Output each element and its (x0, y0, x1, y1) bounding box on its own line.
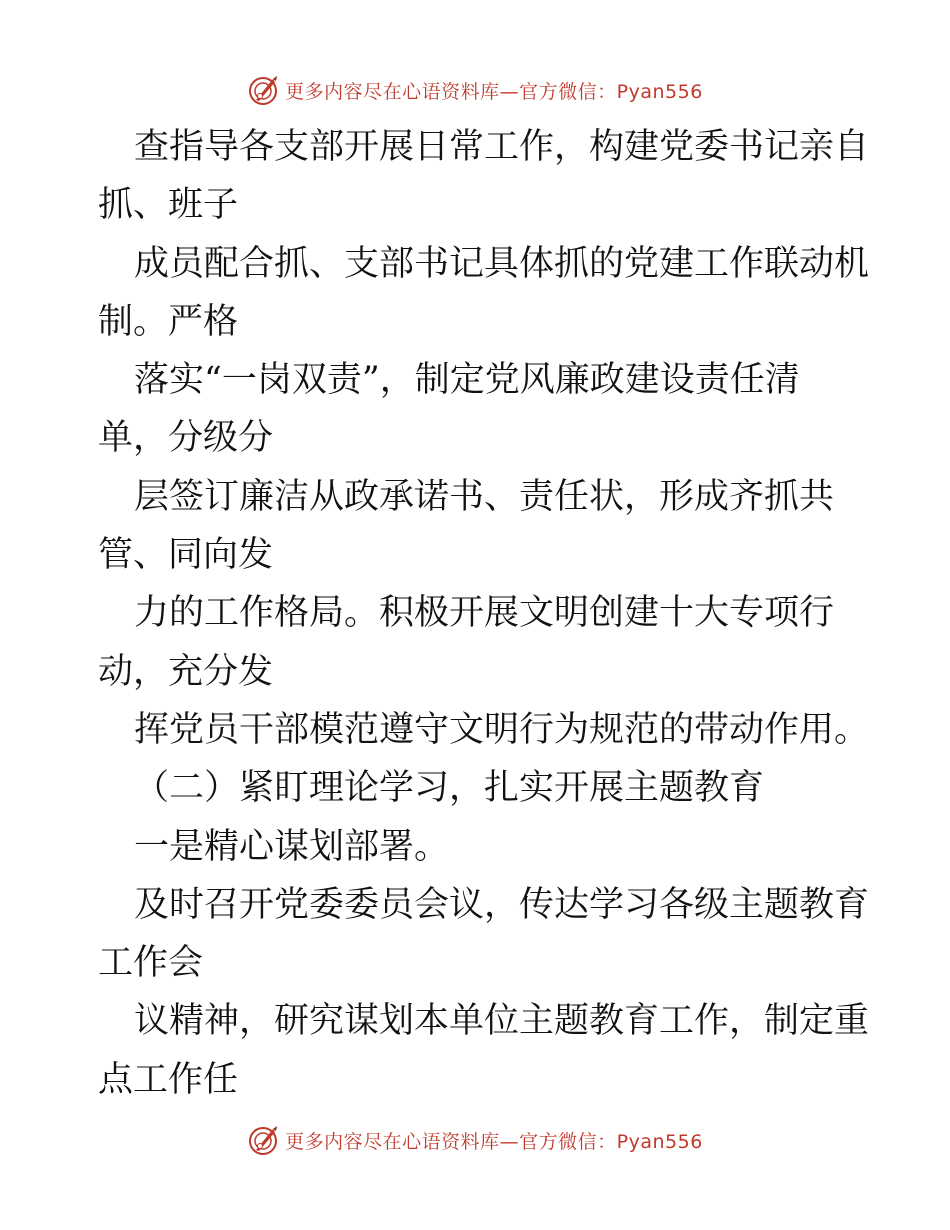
quill-pen-logo-icon (247, 1124, 279, 1156)
text-line: 成员配合抓、支部书记具体抓的党建工作联动机 (134, 243, 870, 284)
footer-banner-content (247, 1124, 703, 1156)
text-line: 层签订廉洁从政承诺书、责任状，形成齐抓共 (134, 476, 835, 517)
quill-pen-logo-icon (247, 74, 279, 106)
text-line: 挥党员干部模范遵守文明行为规范的带动作用。 (134, 709, 870, 750)
text-line: 抓、班子 (98, 185, 239, 226)
text-line: 议精神，研究谋划本单位主题教育工作，制定重 (134, 1001, 870, 1042)
text-line: 制。严格 (98, 301, 239, 342)
document-body (98, 118, 870, 1109)
text-line: 力的工作格局。积极开展文明创建十大专项行 (134, 593, 835, 634)
text-line: 动，充分发 (98, 651, 274, 692)
text-line: 落实“一岗双责”，制定党风廉政建设责任清 (134, 360, 800, 401)
text-line: （二）紧盯理论学习，扎实开展主题教育 (134, 768, 765, 809)
text-line: 查指导各支部开展日常工作，构建党委书记亲自 (134, 127, 870, 167)
text-line: 管、同向发 (98, 535, 274, 576)
text-line: 单，分级分 (98, 418, 274, 459)
footer-banner (0, 1120, 950, 1160)
text-line: 工作会 (98, 943, 204, 984)
text-line: 一是精心谋划部署。 (134, 826, 450, 867)
header-banner-text: 更多内容尽在心语资料库—官方微信：Pyan556 (285, 80, 703, 103)
text-line: 及时召开党委委员会议，传达学习各级主题教育 (134, 884, 870, 925)
header-banner (0, 70, 950, 110)
footer-banner-text: 更多内容尽在心语资料库—官方微信：Pyan556 (285, 1130, 703, 1153)
header-banner-content (247, 74, 703, 106)
text-line: 点工作任 (98, 1059, 239, 1100)
